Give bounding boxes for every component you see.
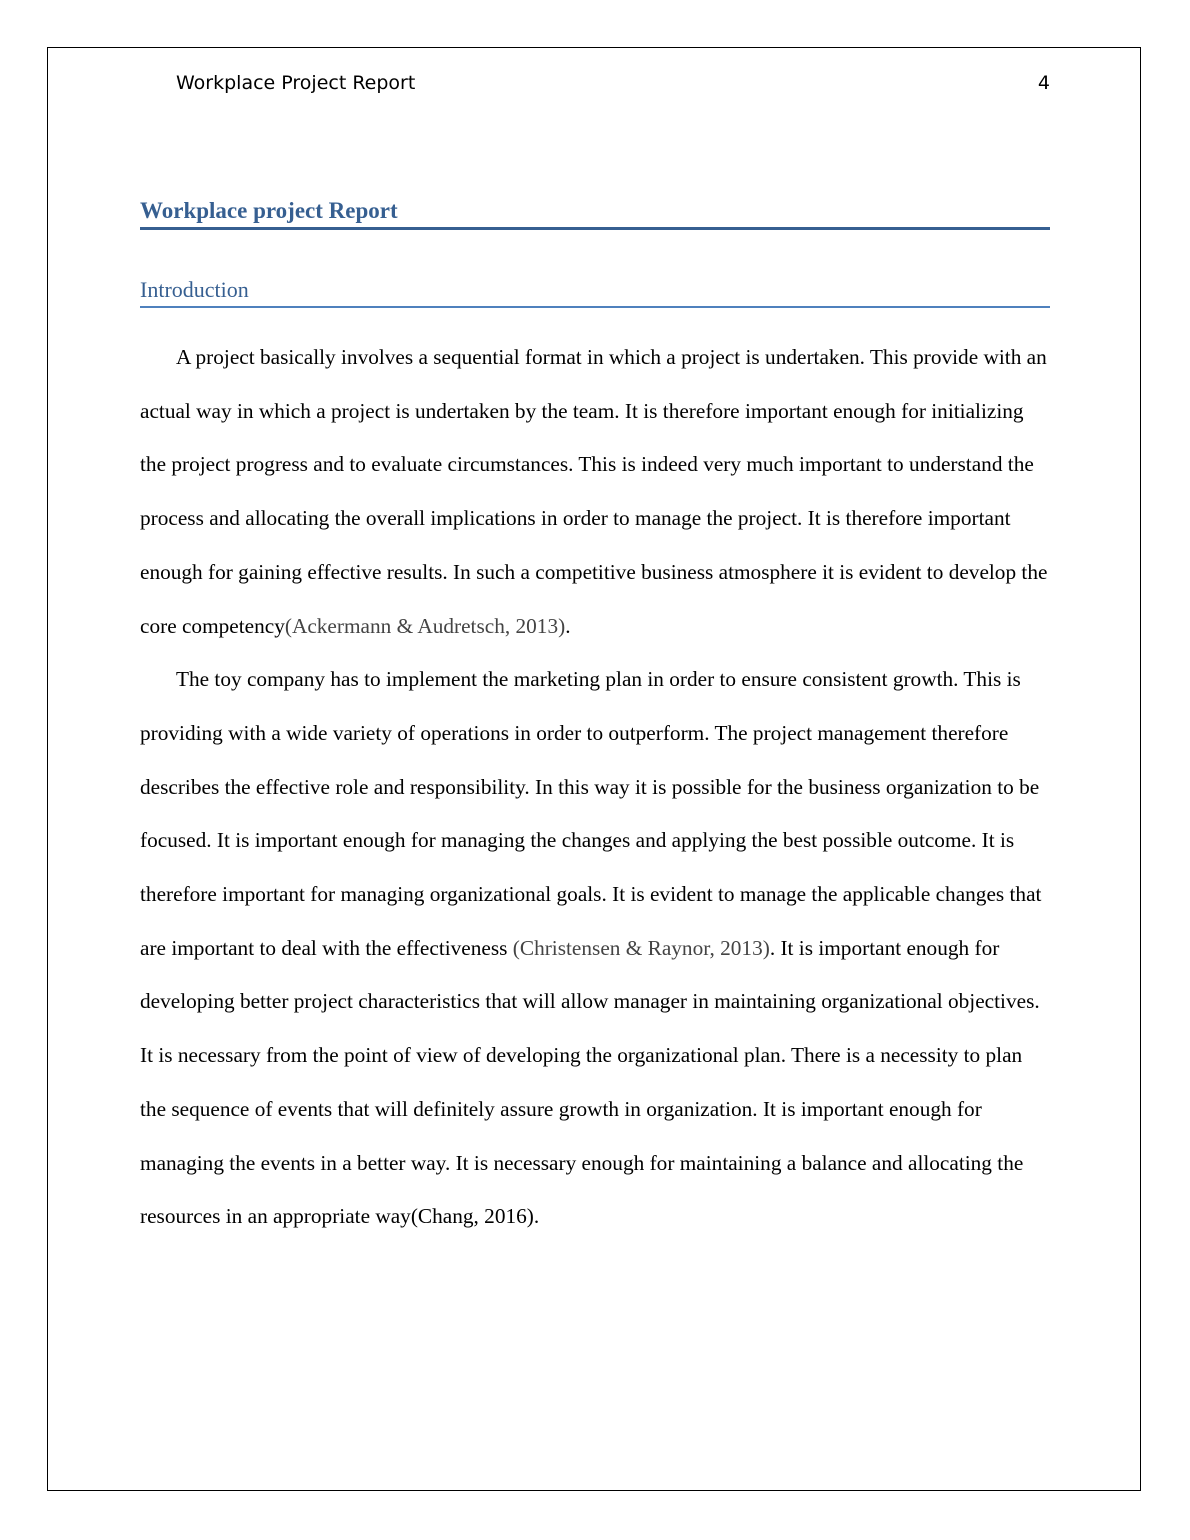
- paragraph-1-text: A project basically involves a sequential format in which a project is undertaken. This provide with an actual way in which a project is undertaken by the team. It is therefore important enough for initializing the project progress and to evaluate circumstances. This is indeed very much important to understand the process and allocating the overall implications in order to manage the project. It is therefore important enough for gaining effective results. In such a competitive business atmosphere it is evident to develop the core competency: [140, 345, 1048, 638]
- paragraph-1: [140, 331, 1050, 653]
- paragraph-2-text-b: . It is important enough for developing better project characteristics that will allow manager in maintaining organizational objectives. It is necessary from the point of view of developing the organizational plan. There is a necessity to plan the sequence of events that will definitely assure growth in organization. It is important enough for managing the events in a better way. It is necessary enough for maintaining a balance and allocating the resources in an appropriate way(Chang, 2016).: [140, 935, 1040, 1229]
- document-title: Workplace project Report: [140, 196, 1050, 230]
- running-head: Workplace Project Report: [176, 72, 416, 94]
- citation-ackermann: (Ackermann & Audretsch, 2013): [284, 613, 566, 638]
- section-heading-introduction: Introduction: [140, 275, 1050, 308]
- paragraph-2: [140, 653, 1050, 1244]
- citation-christensen: (Christensen & Raynor, 2013): [512, 935, 770, 960]
- page-number: 4: [1037, 72, 1050, 94]
- paragraph-1-end: .: [565, 613, 571, 638]
- document-body: [140, 196, 1050, 1244]
- paragraph-2-text-a: The toy company has to implement the marketing plan in order to ensure consistent growth. This is providing with a wide variety of operations in order to outperform. The project management therefore describes the effective role and responsibility. In this way it is possible for the business organization to be focused. It is important enough for managing the changes and applying the best possible outcome. It is therefore important for managing organizational goals. It is evident to manage the applicable changes that are important to deal with the effectiveness: [140, 667, 1042, 960]
